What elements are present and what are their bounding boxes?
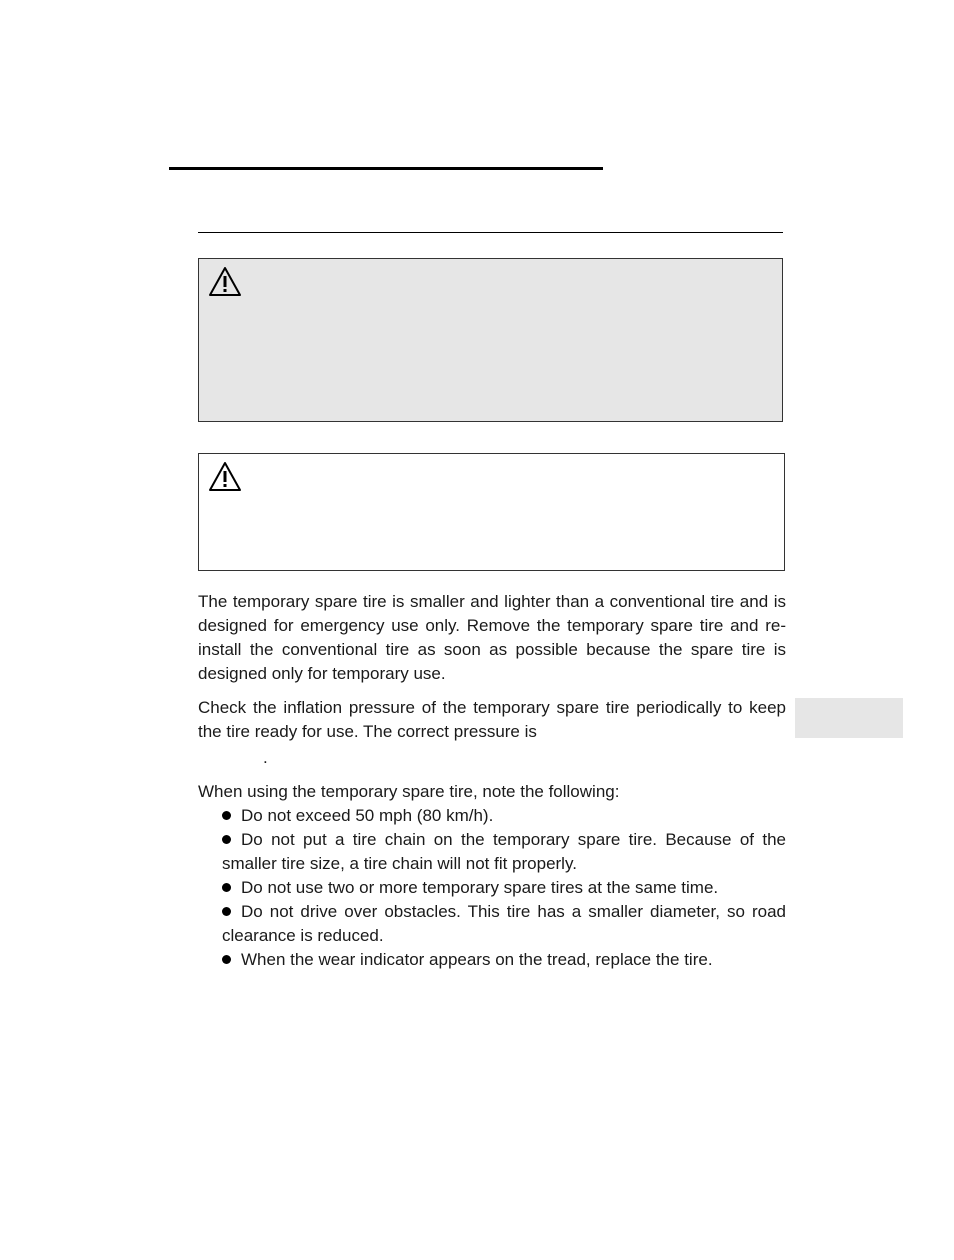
list-item — [222, 828, 786, 876]
list-item-text: Do not put a tire chain on the temporary spare tire. Because of the smaller tire size, a tire chain will not fit properly. — [222, 830, 786, 873]
bullet-dot-icon — [222, 955, 231, 964]
bullet-dot-icon — [222, 883, 231, 892]
trailing-dot: . — [263, 748, 268, 767]
warning-box — [198, 258, 783, 422]
list-item — [222, 948, 786, 972]
list-item-text: Do not drive over obstacles. This tire has a smaller diameter, so road clearance is reduced. — [222, 902, 786, 945]
list-item-text: When the wear indicator appears on the tread, replace the tire. — [241, 950, 713, 969]
list-item — [222, 900, 786, 948]
warning-triangle-icon — [208, 266, 242, 298]
caution-box — [198, 453, 785, 571]
section-divider — [198, 232, 783, 233]
precautions-list — [222, 804, 786, 972]
intro-paragraph: The temporary spare tire is smaller and lighter than a conventional tire and is designed for emergency use only. Remove the temporary spare tire and re-install the conventional tire as soon as possible because the spare tire is designed only for temporary use. — [198, 592, 786, 683]
notes-intro: When using the temporary spare tire, note the following: — [198, 782, 620, 801]
list-item — [222, 804, 786, 828]
pressure-paragraph: Check the inflation pressure of the temporary spare tire periodically to keep the tire ready for use. The correct pressure is — [198, 698, 786, 741]
bullet-dot-icon — [222, 835, 231, 844]
bullet-dot-icon — [222, 811, 231, 820]
chapter-tab — [795, 698, 903, 738]
header-rule — [169, 167, 603, 170]
list-item-text: Do not use two or more temporary spare tires at the same time. — [241, 878, 719, 897]
list-item-text: Do not exceed 50 mph (80 km/h). — [241, 806, 494, 825]
warning-triangle-icon — [208, 461, 242, 493]
list-item — [222, 876, 786, 900]
bullet-dot-icon — [222, 907, 231, 916]
